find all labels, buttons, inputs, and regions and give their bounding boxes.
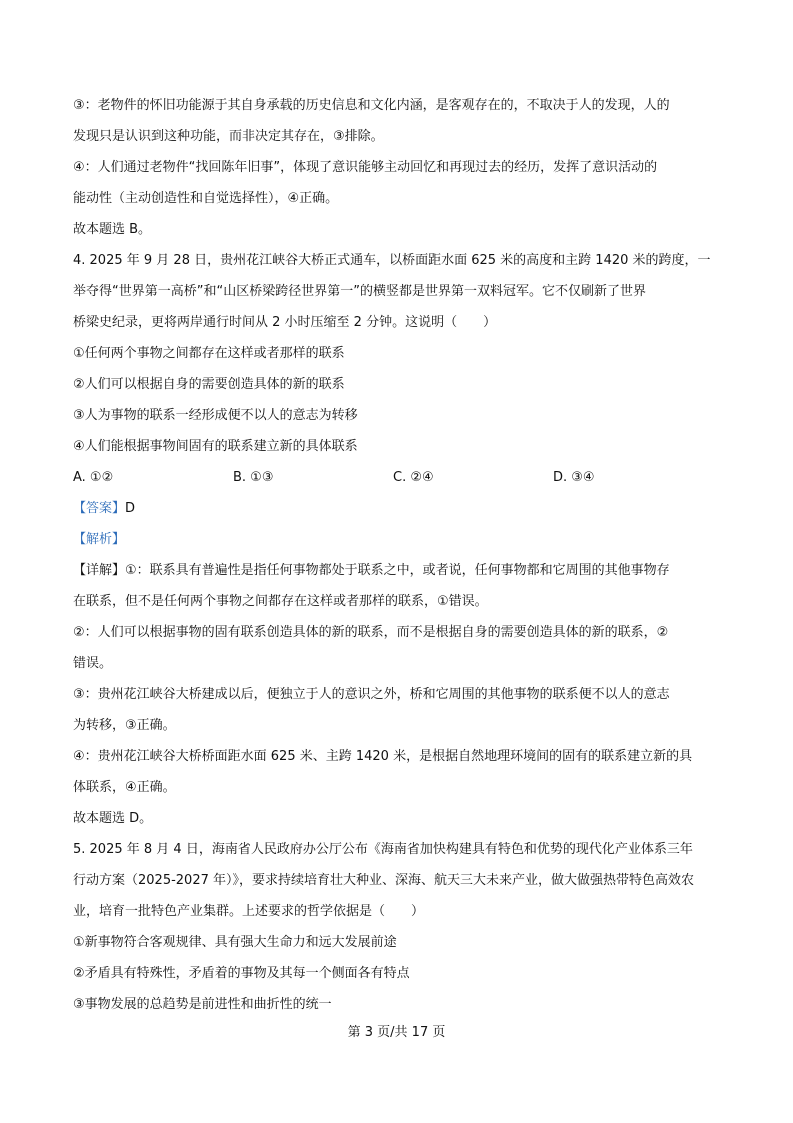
- text-line: ④：人们通过老物件“找回陈年旧事”，体现了意识能够主动回忆和再现过去的经历，发挥了意识活动的: [73, 160, 658, 175]
- page-content: [73, 90, 723, 1020]
- text-line: 错误。: [73, 656, 113, 671]
- text-line: ②：人们可以根据事物的固有联系创造具体的新的联系，而不是根据自身的需要创造具体的新的联系，②: [73, 625, 669, 640]
- text-line: 举夺得“世界第一高桥”和“山区桥梁跨径世界第一”的横竖都是世界第一双料冠军。它不仅刷新了世界: [73, 284, 646, 299]
- statement-4: ④人们能根据事物间固有的联系建立新的具体联系: [73, 439, 358, 454]
- statement-2: ②人们可以根据自身的需要创造具体的新的联系: [73, 377, 345, 392]
- text-line: 桥梁史纪录，更将两岸通行时间从 2 小时压缩至 2 分钟。这说明（ ）: [73, 315, 497, 330]
- text-line: 行动方案（2025-2027 年）》，要求持续培育壮大种业、深海、航天三大未来产业，做大做强热带特色高效农: [73, 873, 694, 888]
- option-c: C. ②④: [393, 470, 434, 485]
- option-d: D. ③④: [553, 470, 595, 485]
- text-line: 能动性（主动创造性和自觉选择性），④正确。: [73, 191, 339, 206]
- text-line: 发现只是认识到这种功能，而非决定其存在，③排除。: [73, 129, 384, 144]
- text-line: 在联系，但不是任何两个事物之间都存在这样或者那样的联系，①错误。: [73, 594, 488, 609]
- text-line: ④：贵州花江峡谷大桥桥面距水面 625 米、主跨 1420 米，是根据自然地理环境间的固有的联系建立新的具: [73, 749, 693, 764]
- text-line: 故本题选 D。: [73, 811, 153, 826]
- text-line: 故本题选 B。: [73, 222, 152, 237]
- option-b: B. ①③: [233, 470, 274, 485]
- statement-1: ①新事物符合客观规律、具有强大生命力和远大发展前途: [73, 935, 397, 950]
- text-line: 为转移，③正确。: [73, 718, 176, 733]
- text-line: ③：老物件的怀旧功能源于其自身承载的历史信息和文化内涵，是客观存在的，不取决于人的发现，人的: [73, 98, 670, 113]
- option-a: A. ①②: [73, 470, 114, 485]
- page-number-footer: 第 3 页/共 17 页: [347, 1025, 446, 1040]
- statement-2: ②矛盾具有特殊性，矛盾着的事物及其每一个侧面各有特点: [73, 966, 410, 981]
- text-line: 业，培育一批特色产业集群。上述要求的哲学依据是（ ）: [73, 904, 425, 919]
- question-5-stem: 5. 2025 年 8 月 4 日，海南省人民政府办公厅公布《海南省加快构建具有特色和优势的现代化产业体系三年: [73, 842, 693, 857]
- question-4-options: [73, 462, 723, 493]
- statement-1: ①任何两个事物之间都存在这样或者那样的联系: [73, 346, 345, 361]
- detail-tag: 【详解】: [73, 563, 126, 578]
- answer-tag: 【答案】: [73, 501, 126, 516]
- text-line: ③：贵州花江峡谷大桥建成以后，便独立于人的意识之外，桥和它周围的其他事物的联系便不以人的意志: [73, 687, 670, 702]
- analysis-line: [73, 524, 723, 555]
- text-line: 体联系，④正确。: [73, 780, 176, 795]
- detail-line: [73, 555, 723, 586]
- answer-value: D: [125, 501, 136, 516]
- analysis-tag: 【解析】: [73, 532, 126, 547]
- statement-3: ③事物发展的总趋势是前进性和曲折性的统一: [73, 997, 332, 1012]
- question-4-stem: 4. 2025 年 9 月 28 日，贵州花江峡谷大桥正式通车，以桥面距水面 625 米的高度和主跨 1420 米的跨度，一: [73, 253, 711, 268]
- statement-3: ③人为事物的联系一经形成便不以人的意志为转移: [73, 408, 358, 423]
- detail-text: ①：联系具有普遍性是指任何事物都处于联系之中，或者说，任何事物都和它周围的其他事物存: [125, 563, 670, 578]
- answer-line: [73, 493, 723, 524]
